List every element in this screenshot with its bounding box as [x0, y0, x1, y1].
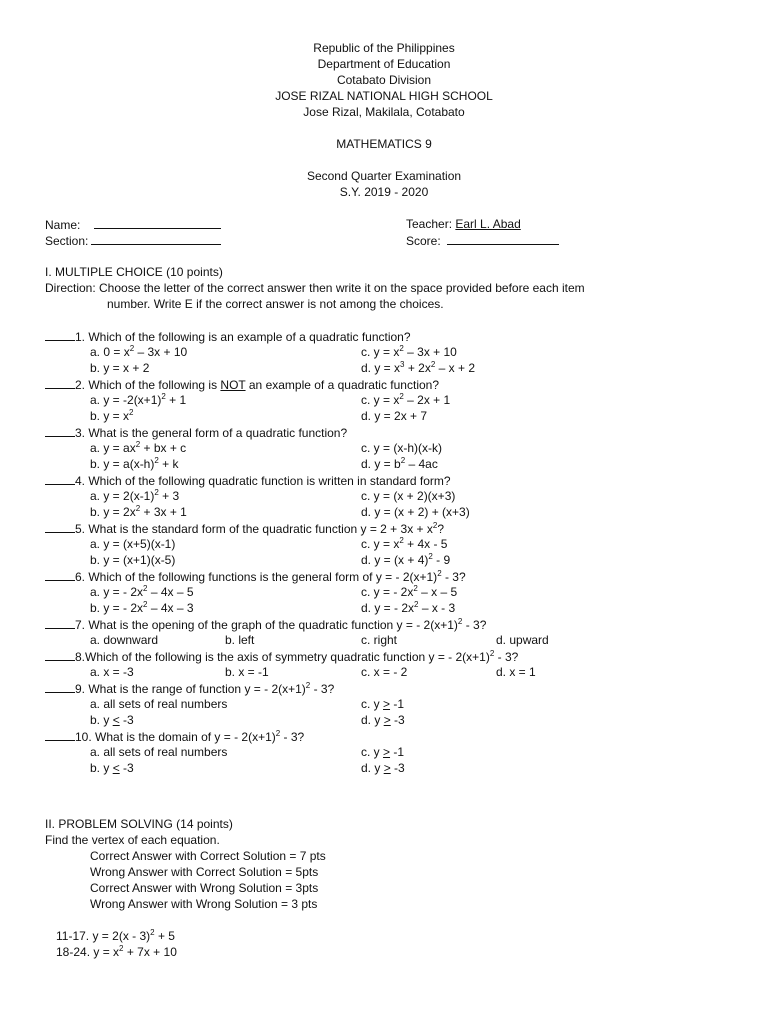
choices: a. $y = 2(x-1)^2 + 3$ c. y = (x + 2)(x+3): [90, 488, 456, 503]
choices: a. $0 = x^2 - 3x + 10$ c. $y = x^2 - 3x + 10$: [90, 344, 457, 359]
choices: a. downward b. left c. right d. upward: [90, 633, 549, 647]
section-blank: [91, 232, 221, 245]
question-9: 9. What is the range of function y = - $2(x+1)^2 - 3$?: [45, 680, 725, 696]
exam-title: Second Quarter Examination: [306, 169, 462, 183]
name-blank: [94, 216, 221, 229]
name-label: Name:: [45, 218, 81, 232]
question-list: [45, 328, 725, 776]
scoring-criterion: Correct Answer with Wrong Solution = 3pts: [90, 881, 319, 895]
division-line: Cotabato Division: [336, 73, 432, 87]
teacher-name: Earl L. Abad: [455, 217, 521, 231]
direction-text: Direction: Choose the letter of the correct answer then write it on the space provided before each item number. Write E if the correct answer is not among the choices.: [45, 281, 585, 311]
multiple-choice-section: [45, 264, 722, 312]
choices: a. all sets of real numbers c. y > -1: [90, 745, 405, 759]
school-name: JOSE RIZAL NATIONAL HIGH SCHOOL: [275, 89, 493, 103]
teacher-label: Teacher:: [406, 217, 453, 231]
answer-blank: [45, 648, 75, 661]
choices: b. $y = a(x-h)^2 + k$ d. $y = b^2 - 4ac$: [90, 456, 438, 471]
choices: b. y = - $2x^2 - 4x - 3$ d. y = - $2x^2$ – x - 3: [90, 600, 456, 615]
choices: a. $y = -2(x+1)^2 + 1$ c. $y = x^2 - 2x + 1$: [90, 392, 451, 407]
question-8: 8.Which of the following is the axis of symmetry quadratic function y = - $2(x+1)^2 - 3$?: [45, 648, 725, 664]
exam-header: [0, 40, 768, 200]
choices: b. $y = x^2$ d. y = 2x + 7: [90, 408, 428, 423]
problem-11-17: 11-17. y = 2(x - 3)$^2$ + 5: [56, 928, 175, 943]
choices: a. all sets of real numbers c. y > -1: [90, 697, 405, 711]
section1-title: I. MULTIPLE CHOICE (10 points): [45, 265, 223, 279]
problem-solving-section: [45, 816, 725, 912]
answer-blank: [45, 328, 75, 341]
section2-instruction: Find the vertex of each equation.: [45, 833, 220, 847]
score-label: Score:: [406, 234, 441, 248]
school-year: S.Y. 2019 - 2020: [339, 185, 429, 199]
answer-blank: [45, 616, 75, 629]
section-label: Section:: [45, 234, 89, 248]
choices: b. y < -3 d. y > -3: [90, 761, 405, 775]
answer-blank: [45, 424, 75, 437]
choices: a. y = - $2x^2 - 4x - 5$ c. y = - $2x^2$ – x – 5: [90, 584, 458, 599]
department-line: Department of Education: [317, 57, 451, 71]
question-4: 4. Which of the following quadratic function is written in standard form?: [45, 472, 725, 488]
choices: a. y = (x+5)(x-1) c. $y = x^2 + 4x - 5$: [90, 536, 448, 551]
problem-list: [56, 928, 177, 960]
problem-18-24: 18-24. $y = x^2 + 7x + 10$: [56, 944, 177, 959]
subject-title: MATHEMATICS 9: [336, 137, 432, 151]
choices: a. $y = ax^2$ + bx + c c. y = (x-h)(x-k): [90, 440, 442, 455]
question-3: 3. What is the general form of a quadratic function?: [45, 424, 725, 440]
answer-blank: [45, 520, 75, 533]
choices: b. y = (x+1)(x-5) d. $y = (x + 4)^2 - 9$: [90, 552, 451, 567]
choices: a. x = -3 b. x = -1 c. x = - 2 d. x = 1: [90, 665, 536, 679]
school-address: Jose Rizal, Makilala, Cotabato: [303, 105, 465, 119]
score-blank: [447, 232, 559, 245]
scoring-criterion: Correct Answer with Correct Solution = 7 pts: [90, 849, 326, 863]
choices: b. y = x + 2 d. $y = x^3 + 2x^2 - x + 2$: [90, 360, 475, 375]
section2-title: II. PROBLEM SOLVING (14 points): [45, 817, 233, 831]
choices: b. $y = 2x^2 + 3x + 1$ d. y = (x + 2) + (x+3): [90, 504, 470, 519]
question-7: 7. What is the opening of the graph of the quadratic function y = - $2(x+1)^2 - 3$?: [45, 616, 725, 632]
answer-blank: [45, 376, 75, 389]
question-10: 10. What is the domain of y = - $2(x+1)^2 - 3$?: [45, 728, 725, 744]
answer-blank: [45, 728, 75, 741]
answer-blank: [45, 568, 75, 581]
answer-blank: [45, 680, 75, 693]
scoring-criterion: Wrong Answer with Wrong Solution = 3 pts: [90, 897, 318, 911]
choices: b. y < -3 d. y > -3: [90, 713, 405, 727]
republic-line: Republic of the Philippines: [313, 41, 455, 55]
scoring-criterion: Wrong Answer with Correct Solution = 5pts: [90, 865, 319, 879]
question-6: 6. Which of the following functions is the general form of y = - $2(x+1)^2 - 3$?: [45, 568, 725, 584]
answer-blank: [45, 472, 75, 485]
question-5: 5. What is the standard form of the quadratic function $y = 2 + 3x + x^2$?: [45, 520, 725, 536]
question-2: 2. Which of the following is NOT an example of a quadratic function?: [45, 376, 725, 392]
question-1: 1. Which of the following is an example of a quadratic function?: [45, 328, 725, 344]
student-info: [45, 216, 725, 248]
